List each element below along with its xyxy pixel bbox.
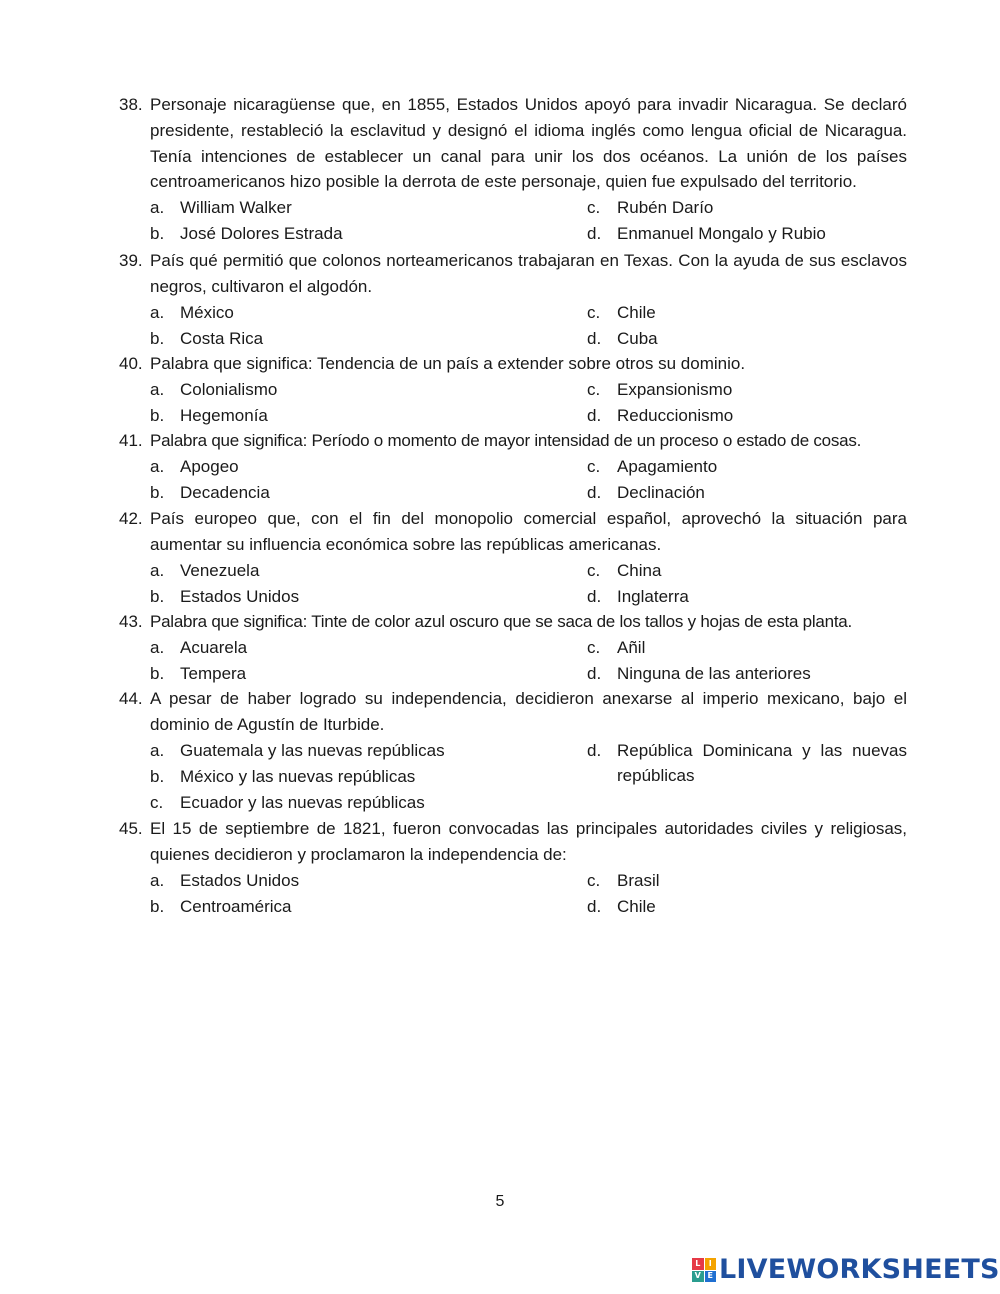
question-40 xyxy=(119,351,907,429)
option-letter: a. xyxy=(150,379,165,399)
option-text: Enmanuel Mongalo y Rubio xyxy=(617,224,826,244)
option-d[interactable] xyxy=(587,221,907,247)
liveworksheets-logo-icon xyxy=(692,1258,716,1282)
option-letter: c. xyxy=(587,870,601,890)
question-text: País qué permitió que colonos norteamericanos trabajaran en Texas. Con la ayuda de sus esclavos negros, cultivaron el algodón. xyxy=(150,251,907,296)
option-letter: b. xyxy=(150,224,165,244)
option-text: República Dominicana y las nuevas repúblicas xyxy=(617,740,907,786)
option-text: Inglaterra xyxy=(617,586,689,606)
option-c[interactable] xyxy=(587,195,907,221)
option-letter: c. xyxy=(587,198,601,218)
option-text: Reduccionismo xyxy=(617,405,734,425)
option-letter: a. xyxy=(150,456,165,476)
option-c[interactable] xyxy=(587,300,907,326)
option-letter: d. xyxy=(587,663,602,683)
option-letter: a. xyxy=(150,870,165,890)
option-letter: d. xyxy=(587,482,602,502)
option-d[interactable] xyxy=(587,403,907,429)
option-text: Rubén Darío xyxy=(617,198,714,218)
option-text: Apagamiento xyxy=(617,456,718,476)
options-group xyxy=(150,868,907,920)
option-letter: b. xyxy=(150,896,165,916)
option-letter: a. xyxy=(150,740,165,760)
logo-letter: V xyxy=(692,1271,704,1283)
option-b[interactable] xyxy=(150,403,480,429)
options-group xyxy=(150,558,907,610)
question-43 xyxy=(119,609,907,687)
option-text: Guatemala y las nuevas repúblicas xyxy=(180,740,445,760)
option-b[interactable] xyxy=(150,894,480,920)
option-a[interactable] xyxy=(150,558,480,584)
question-text: Palabra que significa: Tendencia de un país a extender sobre otros su dominio. xyxy=(150,354,746,373)
option-d[interactable] xyxy=(587,584,907,610)
question-39 xyxy=(119,248,907,352)
option-text: Costa Rica xyxy=(180,328,264,348)
question-number: 38. xyxy=(119,95,143,114)
option-b[interactable] xyxy=(150,480,480,506)
option-a[interactable] xyxy=(150,738,480,764)
option-text: Tempera xyxy=(180,663,247,683)
question-text: Palabra que significa: Tinte de color azul oscuro que se saca de los tallos y hojas de esta planta. xyxy=(150,612,852,631)
watermark-text: LIVEWORKSHEETS xyxy=(719,1254,1000,1285)
option-letter: d. xyxy=(587,896,602,916)
option-text: China xyxy=(617,560,662,580)
options-group xyxy=(150,300,907,352)
option-text: Centroamérica xyxy=(180,896,292,916)
liveworksheets-watermark[interactable] xyxy=(692,1256,1000,1284)
option-letter: b. xyxy=(150,766,165,786)
options-group xyxy=(150,738,907,816)
option-letter: c. xyxy=(587,637,601,657)
question-41 xyxy=(119,428,907,506)
option-text: Declinación xyxy=(617,482,705,502)
option-d[interactable] xyxy=(587,326,907,352)
option-text: Estados Unidos xyxy=(180,870,300,890)
question-number: 41. xyxy=(119,431,143,450)
option-a[interactable] xyxy=(150,868,480,894)
option-letter: b. xyxy=(150,405,165,425)
option-text: Estados Unidos xyxy=(180,586,300,606)
option-b[interactable] xyxy=(150,661,480,687)
option-a[interactable] xyxy=(150,195,480,221)
question-number: 42. xyxy=(119,509,143,528)
option-letter: c. xyxy=(587,456,601,476)
option-text: Brasil xyxy=(617,870,660,890)
option-letter: c. xyxy=(587,560,601,580)
option-letter: a. xyxy=(150,302,165,322)
question-number: 39. xyxy=(119,251,143,270)
option-letter: a. xyxy=(150,560,165,580)
option-c[interactable] xyxy=(587,454,907,480)
option-letter: c. xyxy=(150,792,164,812)
option-letter: a. xyxy=(150,198,165,218)
option-c[interactable] xyxy=(587,558,907,584)
page-number: 5 xyxy=(495,1193,505,1210)
option-letter: d. xyxy=(587,405,602,425)
option-text: México y las nuevas repúblicas xyxy=(180,766,416,786)
option-text: Acuarela xyxy=(180,637,248,657)
option-a[interactable] xyxy=(150,300,480,326)
option-d[interactable] xyxy=(587,480,907,506)
question-text: País europeo que, con el fin del monopolio comercial español, aprovechó la situación para aumentar su influencia económica sobre las repúblicas americanas. xyxy=(150,509,907,554)
option-text: Ninguna de las anteriores xyxy=(617,663,811,683)
option-text: José Dolores Estrada xyxy=(180,224,343,244)
question-number: 43. xyxy=(119,612,143,631)
option-c[interactable] xyxy=(150,790,480,816)
option-letter: b. xyxy=(150,328,165,348)
question-text: Personaje nicaragüense que, en 1855, Estados Unidos apoyó para invadir Nicaragua. Se declaró presidente, restableció la esclavitud y designó el idioma inglés como lengua oficial de Nicaragua. Tenía intenciones de establecer un canal para unir los dos océanos. La unión de los países centroamericanos hizo posible la derrota de este personaje, quien fue expulsado del territorio. xyxy=(150,95,907,192)
option-letter: d. xyxy=(587,224,602,244)
option-text: Expansionismo xyxy=(617,379,733,399)
option-text: William Walker xyxy=(180,198,292,218)
question-42 xyxy=(119,506,907,610)
option-letter: b. xyxy=(150,482,165,502)
question-number: 40. xyxy=(119,354,143,373)
option-text: Colonialismo xyxy=(180,379,278,399)
question-45 xyxy=(119,816,907,920)
question-number: 44. xyxy=(119,689,143,708)
option-text: Chile xyxy=(617,302,656,322)
option-c[interactable] xyxy=(587,377,907,403)
option-b[interactable] xyxy=(150,764,480,790)
question-text: Palabra que significa: Período o momento de mayor intensidad de un proceso o estado de cosas. xyxy=(150,431,862,450)
option-text: Cuba xyxy=(617,328,658,348)
question-text: A pesar de haber logrado su independencia, decidieron anexarse al imperio mexicano, bajo el dominio de Agustín de Iturbide. xyxy=(150,689,907,734)
option-letter: d. xyxy=(587,740,602,760)
option-text: México xyxy=(180,302,234,322)
options-group xyxy=(150,195,907,247)
option-letter: a. xyxy=(150,637,165,657)
option-c[interactable] xyxy=(587,868,907,894)
option-b[interactable] xyxy=(150,326,480,352)
option-d[interactable] xyxy=(587,894,907,920)
option-b[interactable] xyxy=(150,221,480,247)
options-group xyxy=(150,377,907,429)
options-group xyxy=(150,454,907,506)
option-c[interactable] xyxy=(587,635,907,661)
option-text: Ecuador y las nuevas repúblicas xyxy=(180,792,425,812)
options-group xyxy=(150,635,907,687)
logo-letter: I xyxy=(705,1258,717,1270)
option-letter: b. xyxy=(150,663,165,683)
question-38 xyxy=(119,92,907,247)
option-d[interactable] xyxy=(587,738,907,790)
option-a[interactable] xyxy=(150,377,480,403)
option-text: Decadencia xyxy=(180,482,270,502)
option-a[interactable] xyxy=(150,635,480,661)
option-letter: c. xyxy=(587,302,601,322)
option-d[interactable] xyxy=(587,661,907,687)
option-text: Añil xyxy=(617,637,646,657)
option-letter: c. xyxy=(587,379,601,399)
option-b[interactable] xyxy=(150,584,480,610)
option-text: Hegemonía xyxy=(180,405,268,425)
question-number: 45. xyxy=(119,819,143,838)
option-letter: d. xyxy=(587,328,602,348)
question-text: El 15 de septiembre de 1821, fueron convocadas las principales autoridades civiles y religiosas, quienes decidieron y proclamaron la independencia de: xyxy=(150,819,907,864)
option-a[interactable] xyxy=(150,454,480,480)
question-44 xyxy=(119,686,907,816)
logo-letter: E xyxy=(705,1271,717,1283)
option-letter: d. xyxy=(587,586,602,606)
logo-letter: L xyxy=(692,1258,704,1270)
option-letter: b. xyxy=(150,586,165,606)
option-text: Chile xyxy=(617,896,656,916)
option-text: Apogeo xyxy=(180,456,239,476)
option-text: Venezuela xyxy=(180,560,260,580)
